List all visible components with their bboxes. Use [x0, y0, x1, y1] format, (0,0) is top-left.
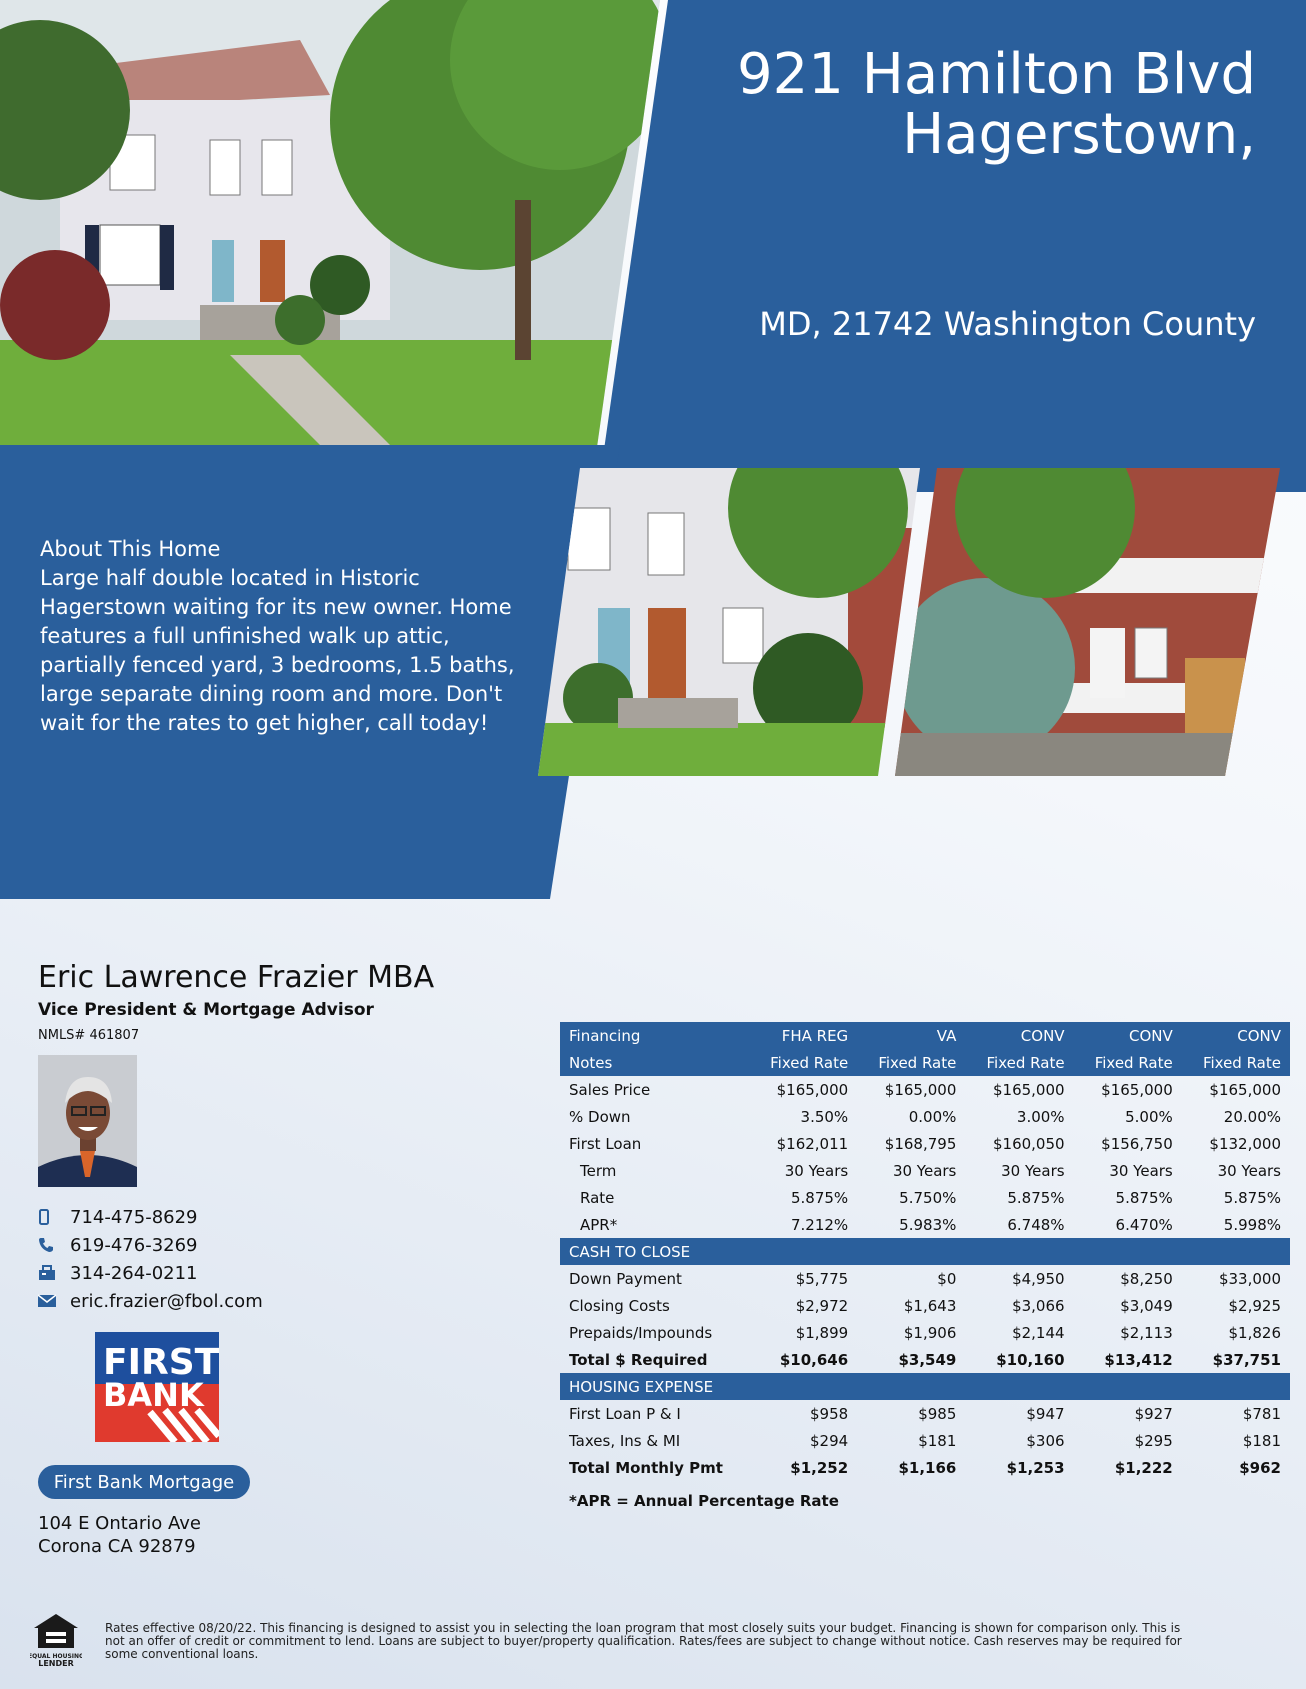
table-cell: 7.212% — [790, 1215, 849, 1234]
table-cell: $165,000 — [884, 1080, 957, 1099]
table-cell: 3.50% — [800, 1107, 849, 1126]
table-cell: $165,000 — [776, 1080, 849, 1099]
email-address: eric.frazier@fbol.com — [70, 1290, 263, 1312]
row-label: Rate — [580, 1188, 615, 1207]
table-cell: $181 — [1242, 1431, 1281, 1450]
row-label: Closing Costs — [569, 1296, 670, 1315]
first-bank-logo — [95, 1332, 219, 1442]
disclaimer: Rates effective 08/20/22. This financing is designed to assist you in selecting the loan program that most closely suits your budget. Financing is shown for comparison only. This is not an offer of credit or commitment to lend. Loans are subject to buyer/property qualification. Rates/fees are subject to change without notice. Cash reserves may be required for some conventional loans. — [105, 1621, 1182, 1661]
table-cell: $168,795 — [884, 1134, 957, 1153]
table-cell: $132,000 — [1209, 1134, 1281, 1153]
table-cell: 5.875% — [790, 1188, 849, 1207]
row-label: First Loan P & I — [569, 1404, 681, 1423]
table-cell: CONV — [1074, 1022, 1182, 1049]
table-cell: $3,549 — [898, 1350, 957, 1369]
table-cell: $962 — [1239, 1458, 1281, 1477]
table-cell: $13,412 — [1104, 1350, 1173, 1369]
company-badge: First Bank Mortgage — [38, 1465, 250, 1499]
row-label: % Down — [569, 1107, 631, 1126]
section-header-row — [560, 1373, 1290, 1400]
table-cell: $0 — [937, 1269, 957, 1288]
address-city: Hagerstown, — [902, 102, 1256, 167]
table-cell: $10,160 — [996, 1350, 1065, 1369]
table-cell: $1,252 — [790, 1458, 849, 1477]
section-heading: CASH TO CLOSE — [560, 1238, 1290, 1265]
table-cell: $10,646 — [779, 1350, 849, 1369]
apr-note: *APR = Annual Percentage Rate — [569, 1492, 839, 1510]
table-row — [560, 1076, 1290, 1103]
table-cell: $781 — [1242, 1404, 1281, 1423]
table-row — [560, 1184, 1290, 1211]
table-row — [560, 1400, 1290, 1427]
about-text: Large half double located in Historic Hagerstown waiting for its new owner. Home features a full unfinished walk up attic, partially fenced yard, 3 bedrooms, 1.5 baths, large separate dining room and more. Don't wait for the rates to get higher, call today! — [40, 566, 515, 735]
table-cell: CONV — [965, 1022, 1073, 1049]
table-row — [560, 1454, 1290, 1481]
table-cell: $2,113 — [1120, 1323, 1173, 1342]
logo-text-bank: BANK — [103, 1376, 204, 1414]
table-row — [560, 1103, 1290, 1130]
table-cell: $306 — [1026, 1431, 1065, 1450]
table-cell: 6.748% — [1007, 1215, 1065, 1234]
listing-address — [737, 42, 1256, 167]
row-label: First Loan — [569, 1134, 642, 1153]
hero-house-photo — [0, 0, 660, 445]
table-cell: $1,826 — [1228, 1323, 1281, 1342]
row-label: Total Monthly Pmt — [569, 1458, 723, 1477]
table-cell: $3,066 — [1012, 1296, 1065, 1315]
table-cell: 3.00% — [1016, 1107, 1065, 1126]
eho-text-line1: EQUAL HOUSING — [30, 1653, 82, 1660]
about-heading: About This Home — [40, 537, 221, 561]
phone-icon — [38, 1237, 70, 1253]
mobile-contact[interactable] — [38, 1203, 263, 1231]
house-photo-front — [538, 468, 920, 776]
row-label: Down Payment — [569, 1269, 682, 1288]
table-row — [560, 1265, 1290, 1292]
agent-title: Vice President & Mortgage Advisor — [38, 1000, 374, 1020]
section-heading: HOUSING EXPENSE — [560, 1373, 1290, 1400]
table-cell: VA — [857, 1022, 965, 1049]
about-section — [40, 535, 540, 738]
table-cell: 30 Years — [892, 1161, 957, 1180]
mobile-phone-icon — [38, 1209, 70, 1225]
row-label: Term — [580, 1161, 617, 1180]
table-cell: $33,000 — [1218, 1269, 1281, 1288]
table-row — [560, 1427, 1290, 1454]
table-cell: $985 — [918, 1404, 957, 1423]
logo-text-first: FIRST — [103, 1342, 219, 1383]
row-label: APR* — [580, 1215, 618, 1234]
table-cell: Fixed Rate — [857, 1049, 965, 1076]
table-cell: 5.875% — [1115, 1188, 1173, 1207]
table-cell: $1,166 — [898, 1458, 957, 1477]
table-cell: $2,972 — [795, 1296, 849, 1315]
table-cell: $1,906 — [903, 1323, 957, 1342]
fax-icon — [38, 1265, 70, 1281]
table-cell: 20.00% — [1223, 1107, 1281, 1126]
row-label: Total $ Required — [569, 1350, 708, 1369]
table-cell: $947 — [1026, 1404, 1065, 1423]
address-state-zip: MD, 21742 Washington County — [759, 305, 1256, 343]
office-address — [38, 1512, 201, 1558]
table-cell: $1,222 — [1114, 1458, 1173, 1477]
agent-name: Eric Lawrence Frazier MBA — [38, 960, 435, 995]
office-line1: 104 E Ontario Ave — [38, 1513, 201, 1534]
section-header-row — [560, 1238, 1290, 1265]
table-cell: 0.00% — [908, 1107, 957, 1126]
table-row — [560, 1130, 1290, 1157]
financing-table — [560, 1022, 1290, 1481]
table-cell: $37,751 — [1212, 1350, 1281, 1369]
table-cell: $5,775 — [795, 1269, 849, 1288]
table-cell: 5.875% — [1007, 1188, 1065, 1207]
table-cell: 5.750% — [899, 1188, 957, 1207]
house-photo-back — [895, 468, 1280, 776]
table-cell: $160,050 — [992, 1134, 1065, 1153]
table-row — [560, 1157, 1290, 1184]
table-cell: $2,925 — [1228, 1296, 1281, 1315]
address-street: 921 Hamilton Blvd — [737, 42, 1256, 107]
fax-contact[interactable] — [38, 1259, 263, 1287]
table-cell: $958 — [810, 1404, 849, 1423]
table-cell: $3,049 — [1120, 1296, 1173, 1315]
agent-contacts — [38, 1203, 263, 1315]
agent-portrait — [38, 1055, 137, 1187]
table-cell: Fixed Rate — [749, 1049, 857, 1076]
mobile-number: 714-475-8629 — [70, 1206, 198, 1228]
table-cell: 30 Years — [1217, 1161, 1281, 1180]
table-cell: FHA REG — [749, 1022, 857, 1049]
table-cell: $294 — [810, 1431, 849, 1450]
table-cell: $165,000 — [1209, 1080, 1281, 1099]
table-row — [560, 1319, 1290, 1346]
table-row — [560, 1022, 1290, 1049]
table-cell: Fixed Rate — [1074, 1049, 1182, 1076]
table-cell: 30 Years — [1001, 1161, 1065, 1180]
table-cell: $4,950 — [1012, 1269, 1065, 1288]
table-cell: $181 — [918, 1431, 957, 1450]
table-cell: $165,000 — [1101, 1080, 1173, 1099]
table-cell: $1,899 — [795, 1323, 849, 1342]
office-line2: Corona CA 92879 — [38, 1536, 196, 1557]
row-label: Taxes, Ins & MI — [569, 1431, 681, 1450]
email-icon — [38, 1294, 70, 1308]
table-cell: 30 Years — [1109, 1161, 1173, 1180]
equal-housing-lender-logo — [30, 1612, 82, 1668]
table-cell: $8,250 — [1120, 1269, 1173, 1288]
fax-number: 314-264-0211 — [70, 1262, 198, 1284]
table-cell: $156,750 — [1101, 1134, 1173, 1153]
table-cell: $165,000 — [992, 1080, 1065, 1099]
table-cell: 5.00% — [1125, 1107, 1173, 1126]
table-cell: Fixed Rate — [965, 1049, 1073, 1076]
row-label: Prepaids/Impounds — [569, 1323, 713, 1342]
table-cell: $1,253 — [1006, 1458, 1065, 1477]
table-cell: 5.983% — [899, 1215, 957, 1234]
table-cell: $1,643 — [903, 1296, 957, 1315]
phone-contact[interactable] — [38, 1231, 263, 1259]
table-row — [560, 1049, 1290, 1076]
email-contact[interactable] — [38, 1287, 263, 1315]
row-label: Financing — [560, 1022, 749, 1049]
eho-text-line2: LENDER — [38, 1659, 74, 1668]
table-cell: Fixed Rate — [1182, 1049, 1290, 1076]
table-row — [560, 1346, 1290, 1373]
phone-number: 619-476-3269 — [70, 1234, 198, 1256]
table-cell: $295 — [1134, 1431, 1173, 1450]
table-cell: CONV — [1182, 1022, 1290, 1049]
table-cell: $927 — [1134, 1404, 1173, 1423]
table-row — [560, 1211, 1290, 1238]
table-cell: 5.875% — [1223, 1188, 1281, 1207]
row-label: Sales Price — [569, 1080, 651, 1099]
table-row — [560, 1292, 1290, 1319]
table-cell: $162,011 — [776, 1134, 849, 1153]
table-cell: $2,144 — [1012, 1323, 1065, 1342]
table-cell: 6.470% — [1115, 1215, 1173, 1234]
row-label: Notes — [560, 1049, 749, 1076]
agent-nmls: NMLS# 461807 — [38, 1028, 140, 1043]
table-cell: 30 Years — [784, 1161, 849, 1180]
table-cell: 5.998% — [1223, 1215, 1281, 1234]
